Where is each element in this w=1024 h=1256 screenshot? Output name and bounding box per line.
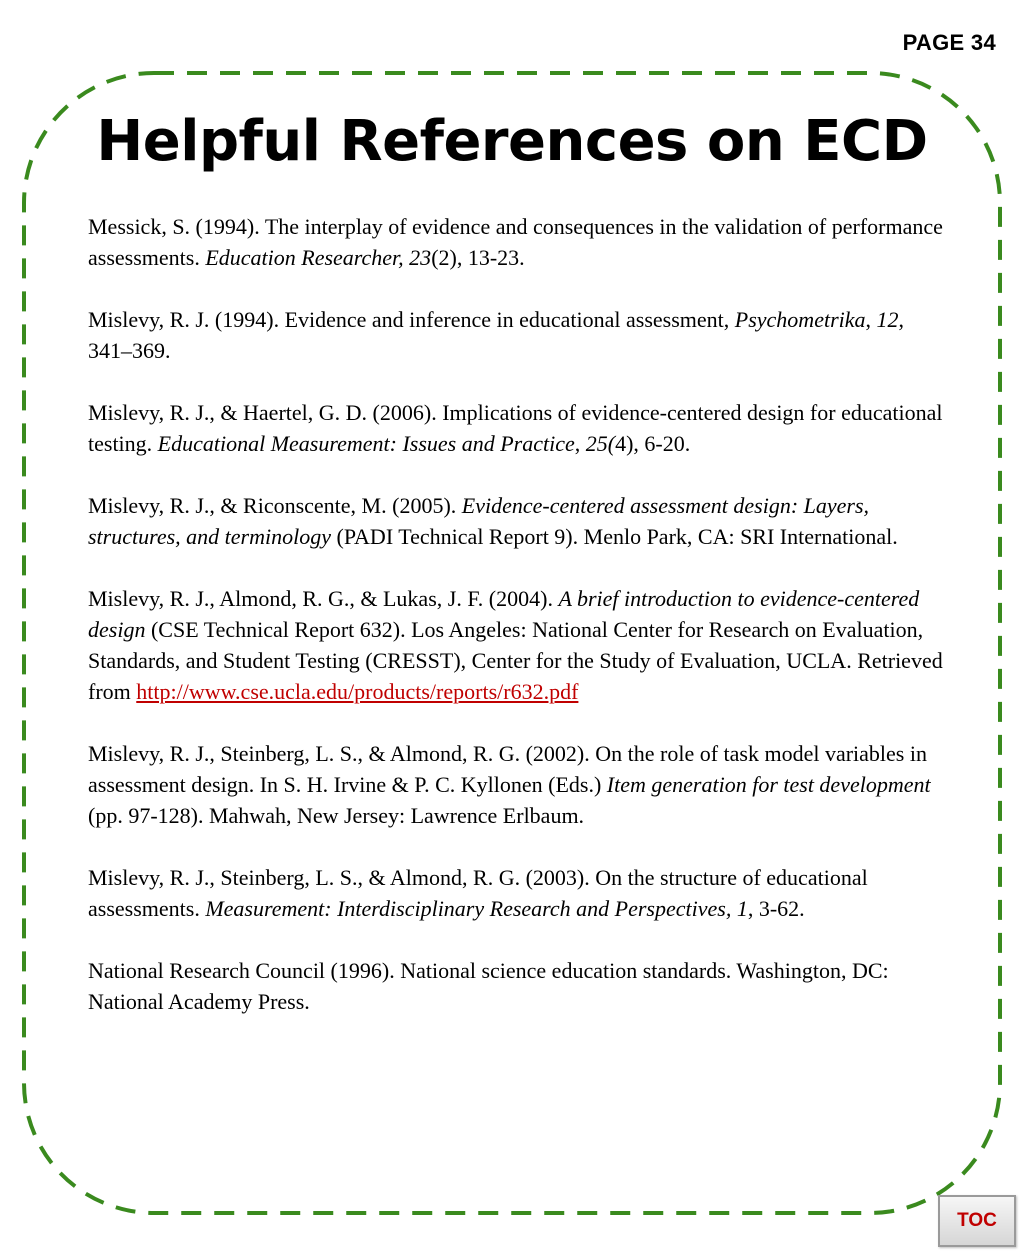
- toc-button[interactable]: TOC: [938, 1195, 1016, 1247]
- reference-entry: [88, 304, 950, 366]
- reference-text: , 3-62.: [747, 896, 805, 921]
- reference-text: (pp. 97-128). Mahwah, New Jersey: Lawrence Erlbaum.: [88, 803, 585, 828]
- reference-text: Mislevy, R. J., & Haertel, G. D. (2006). Implications of evidence-centered design for educational testing.: [88, 400, 943, 456]
- reference-italic-text: Evidence-centered assessment design: Layers, structures, and terminology: [88, 493, 870, 549]
- reference-text: Mislevy, R. J., Almond, R. G., & Lukas, J. F. (2004).: [88, 586, 559, 611]
- reference-entry: [88, 397, 950, 459]
- page-title: Helpful References on ECD: [96, 109, 928, 174]
- reference-text: ,: [865, 307, 877, 332]
- reference-text: Mislevy, R. J., & Riconscente, M. (2005).: [88, 493, 462, 518]
- reference-entry: [88, 862, 950, 924]
- reference-text: Messick, S. (1994). The interplay of evidence and consequences in the validation of performance assessments.: [88, 214, 943, 270]
- reference-entry: [88, 738, 950, 831]
- reference-text: National Research Council (1996). National science education standards. Washington, DC: National Academy Press.: [88, 958, 889, 1014]
- reference-italic-text: Educational Measurement: Issues and Practice: [157, 431, 575, 456]
- reference-text: (CSE Technical Report 632). Los Angeles: National Center for Research on Evaluation, Standards, and Student Testing (CRESST), Center for the Study of Evaluation, UCLA. Retrieved from: [88, 617, 943, 704]
- reference-entry: [88, 955, 950, 1017]
- reference-entry: [88, 490, 950, 552]
- reference-text: ,: [574, 431, 586, 456]
- reference-italic-text: A brief introduction to evidence-centered design: [88, 586, 920, 642]
- reference-text: Mislevy, R. J. (1994). Evidence and inference in educational assessment,: [88, 307, 735, 332]
- page-number: PAGE 34: [902, 30, 996, 55]
- reference-entry: [88, 211, 950, 273]
- reference-italic-text: Measurement: Interdisciplinary Research and Perspectives, 1: [205, 896, 748, 921]
- reference-italic-text: Education Researcher, 23: [205, 245, 432, 270]
- reference-text: (PADI Technical Report 9). Menlo Park, CA: SRI International.: [331, 524, 898, 549]
- reference-text: Mislevy, R. J., Steinberg, L. S., & Almond, R. G. (2002). On the role of task model variables in assessment design. In S. H. Irvine & P. C. Kyllonen (Eds.): [88, 741, 927, 797]
- reference-italic-text: 25(: [585, 431, 616, 456]
- reference-text: 4), 6-20.: [615, 431, 691, 456]
- reference-entry: [88, 583, 950, 707]
- reference-text: , 341–369.: [88, 307, 905, 363]
- reference-link[interactable]: http://www.cse.ucla.edu/products/reports/r632.pdf: [136, 679, 579, 704]
- reference-italic-text: 12: [876, 307, 899, 332]
- reference-text: Mislevy, R. J., Steinberg, L. S., & Almond, R. G. (2003). On the structure of educational assessments.: [88, 865, 868, 921]
- reference-text: (2), 13-23.: [431, 245, 525, 270]
- reference-italic-text: Item generation for test development: [606, 772, 931, 797]
- reference-italic-text: Psychometrika: [734, 307, 866, 332]
- reference-list: [88, 211, 950, 1017]
